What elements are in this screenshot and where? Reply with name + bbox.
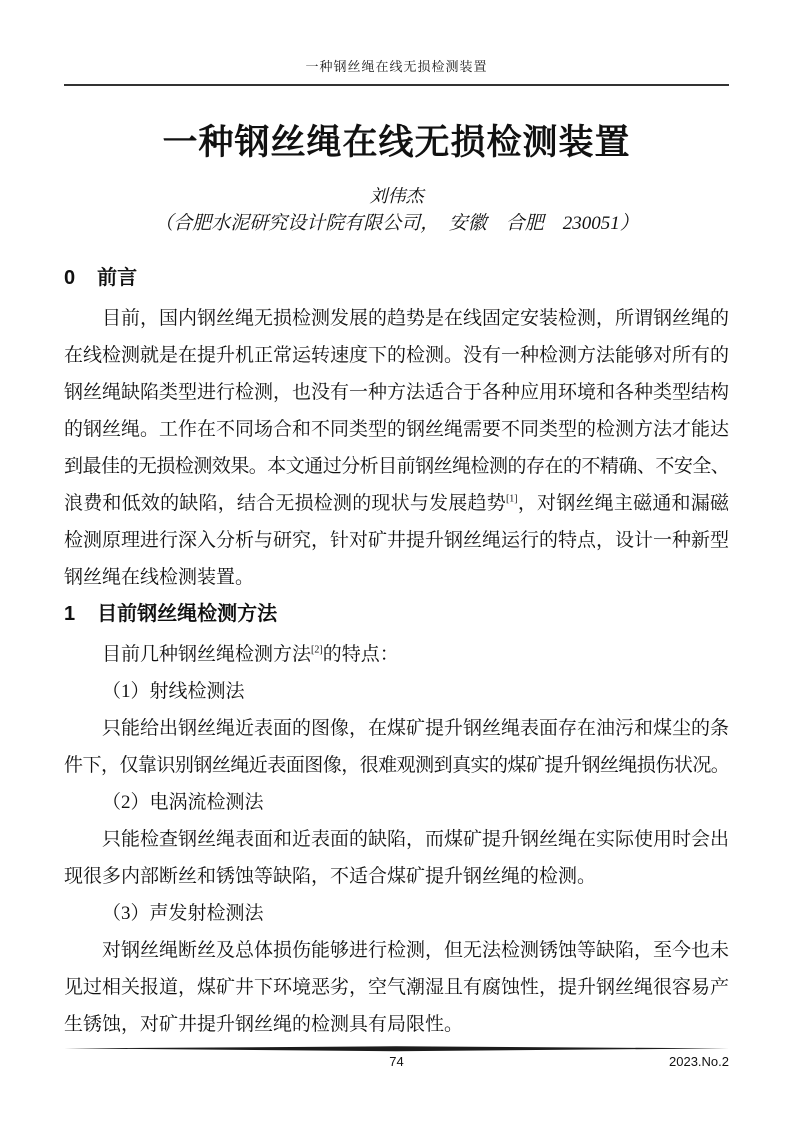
text-line	[64, 485, 729, 522]
text-line	[64, 673, 729, 710]
section-title: 前言	[97, 267, 138, 289]
text-segment: 生锈蚀，对矿井提升钢丝绳的检测具有局限性。	[64, 1014, 464, 1035]
text-line	[64, 858, 729, 895]
text-line	[64, 895, 729, 932]
text-line	[64, 374, 729, 411]
text-segment: 钢丝绳缺陷类型进行检测，也没有一种方法适合于各种应用环境和各种类型结构	[64, 382, 730, 403]
text-segment: 件下，仅靠识别钢丝绳近表面图像，很难观测到真实的煤矿提升钢丝绳损伤状况。	[64, 755, 729, 776]
text-segment: 见过相关报道，煤矿井下环境恶劣，空气潮湿且有腐蚀性，提升钢丝绳很容易产	[64, 977, 730, 998]
text-line	[64, 448, 729, 485]
text-line	[64, 1006, 729, 1043]
text-segment: 只能给出钢丝绳近表面的图像，在煤矿提升钢丝绳表面存在油污和煤尘的条	[102, 718, 730, 739]
text-segment: 对钢丝绳断丝及总体损伤能够进行检测，但无法检测锈蚀等缺陷，至今也未	[102, 940, 730, 961]
citation-ref: [2]	[311, 644, 323, 656]
text-line	[64, 300, 729, 337]
section-title: 目前钢丝绳检测方法	[97, 603, 278, 625]
issue-label: 2023.No.2	[669, 1054, 729, 1069]
document-body	[64, 260, 729, 1043]
section-heading	[64, 596, 729, 632]
text-segment: 到最佳的无损检测效果。本文通过分析目前钢丝绳检测的存在的不精确、不安全、	[64, 456, 729, 477]
text-line	[64, 747, 729, 784]
text-line	[64, 821, 729, 858]
text-segment: 现很多内部断丝和锈蚀等缺陷，不适合煤矿提升钢丝绳的检测。	[64, 866, 597, 887]
text-segment: 的钢丝绳。工作在不同场合和不同类型的钢丝绳需要不同类型的检测方法才能达	[64, 419, 730, 440]
section-number: 0	[64, 267, 76, 289]
page-footer	[64, 1046, 729, 1072]
text-segment: 只能检查钢丝绳表面和近表面的缺陷，而煤矿提升钢丝绳在实际使用时会出	[102, 829, 730, 850]
author-name: 刘伟杰	[369, 186, 424, 206]
section-heading	[64, 260, 729, 296]
text-segment: （2）电涡流检测法	[102, 792, 264, 813]
text-segment: 目前几种钢丝绳检测方法	[102, 644, 312, 665]
author-affiliation: （合肥水泥研究设计院有限公司， 安徽 合肥 230051）	[154, 213, 639, 234]
text-line	[64, 710, 729, 747]
section-number: 1	[64, 603, 76, 625]
text-segment: （1）射线检测法	[102, 681, 245, 702]
text-segment: 浪费和低效的缺陷，结合无损检测的现状与发展趋势	[64, 493, 506, 514]
text-segment: 钢丝绳在线检测装置。	[64, 567, 255, 588]
footer-row	[64, 1054, 729, 1072]
text-segment: ，对钢丝绳主磁通和漏磁	[517, 493, 729, 514]
text-line	[64, 969, 729, 1006]
text-segment: 目前，国内钢丝绳无损检测发展的趋势是在线固定安装检测，所谓钢丝绳的	[102, 308, 730, 329]
text-segment: 在线检测就是在提升机正常运转速度下的检测。没有一种检测方法能够对所有的	[64, 345, 730, 366]
footer-tapered-rule	[64, 1046, 729, 1052]
running-header: 一种钢丝绳在线无损检测装置	[64, 57, 729, 86]
text-line	[64, 522, 729, 559]
page-title: 一种钢丝绳在线无损检测装置	[162, 123, 631, 162]
text-line	[64, 784, 729, 821]
page-number: 74	[389, 1054, 404, 1069]
text-line	[64, 411, 729, 448]
text-line	[64, 932, 729, 969]
text-segment: （3）声发射检测法	[102, 903, 264, 924]
text-line	[64, 559, 729, 596]
text-line	[64, 636, 729, 673]
text-line	[64, 337, 729, 374]
citation-ref: [1]	[505, 493, 518, 505]
text-segment: 检测原理进行深入分析与研究，针对矿井提升钢丝绳运行的特点，设计一种新型	[64, 530, 730, 551]
text-segment: 的特点：	[322, 644, 399, 665]
